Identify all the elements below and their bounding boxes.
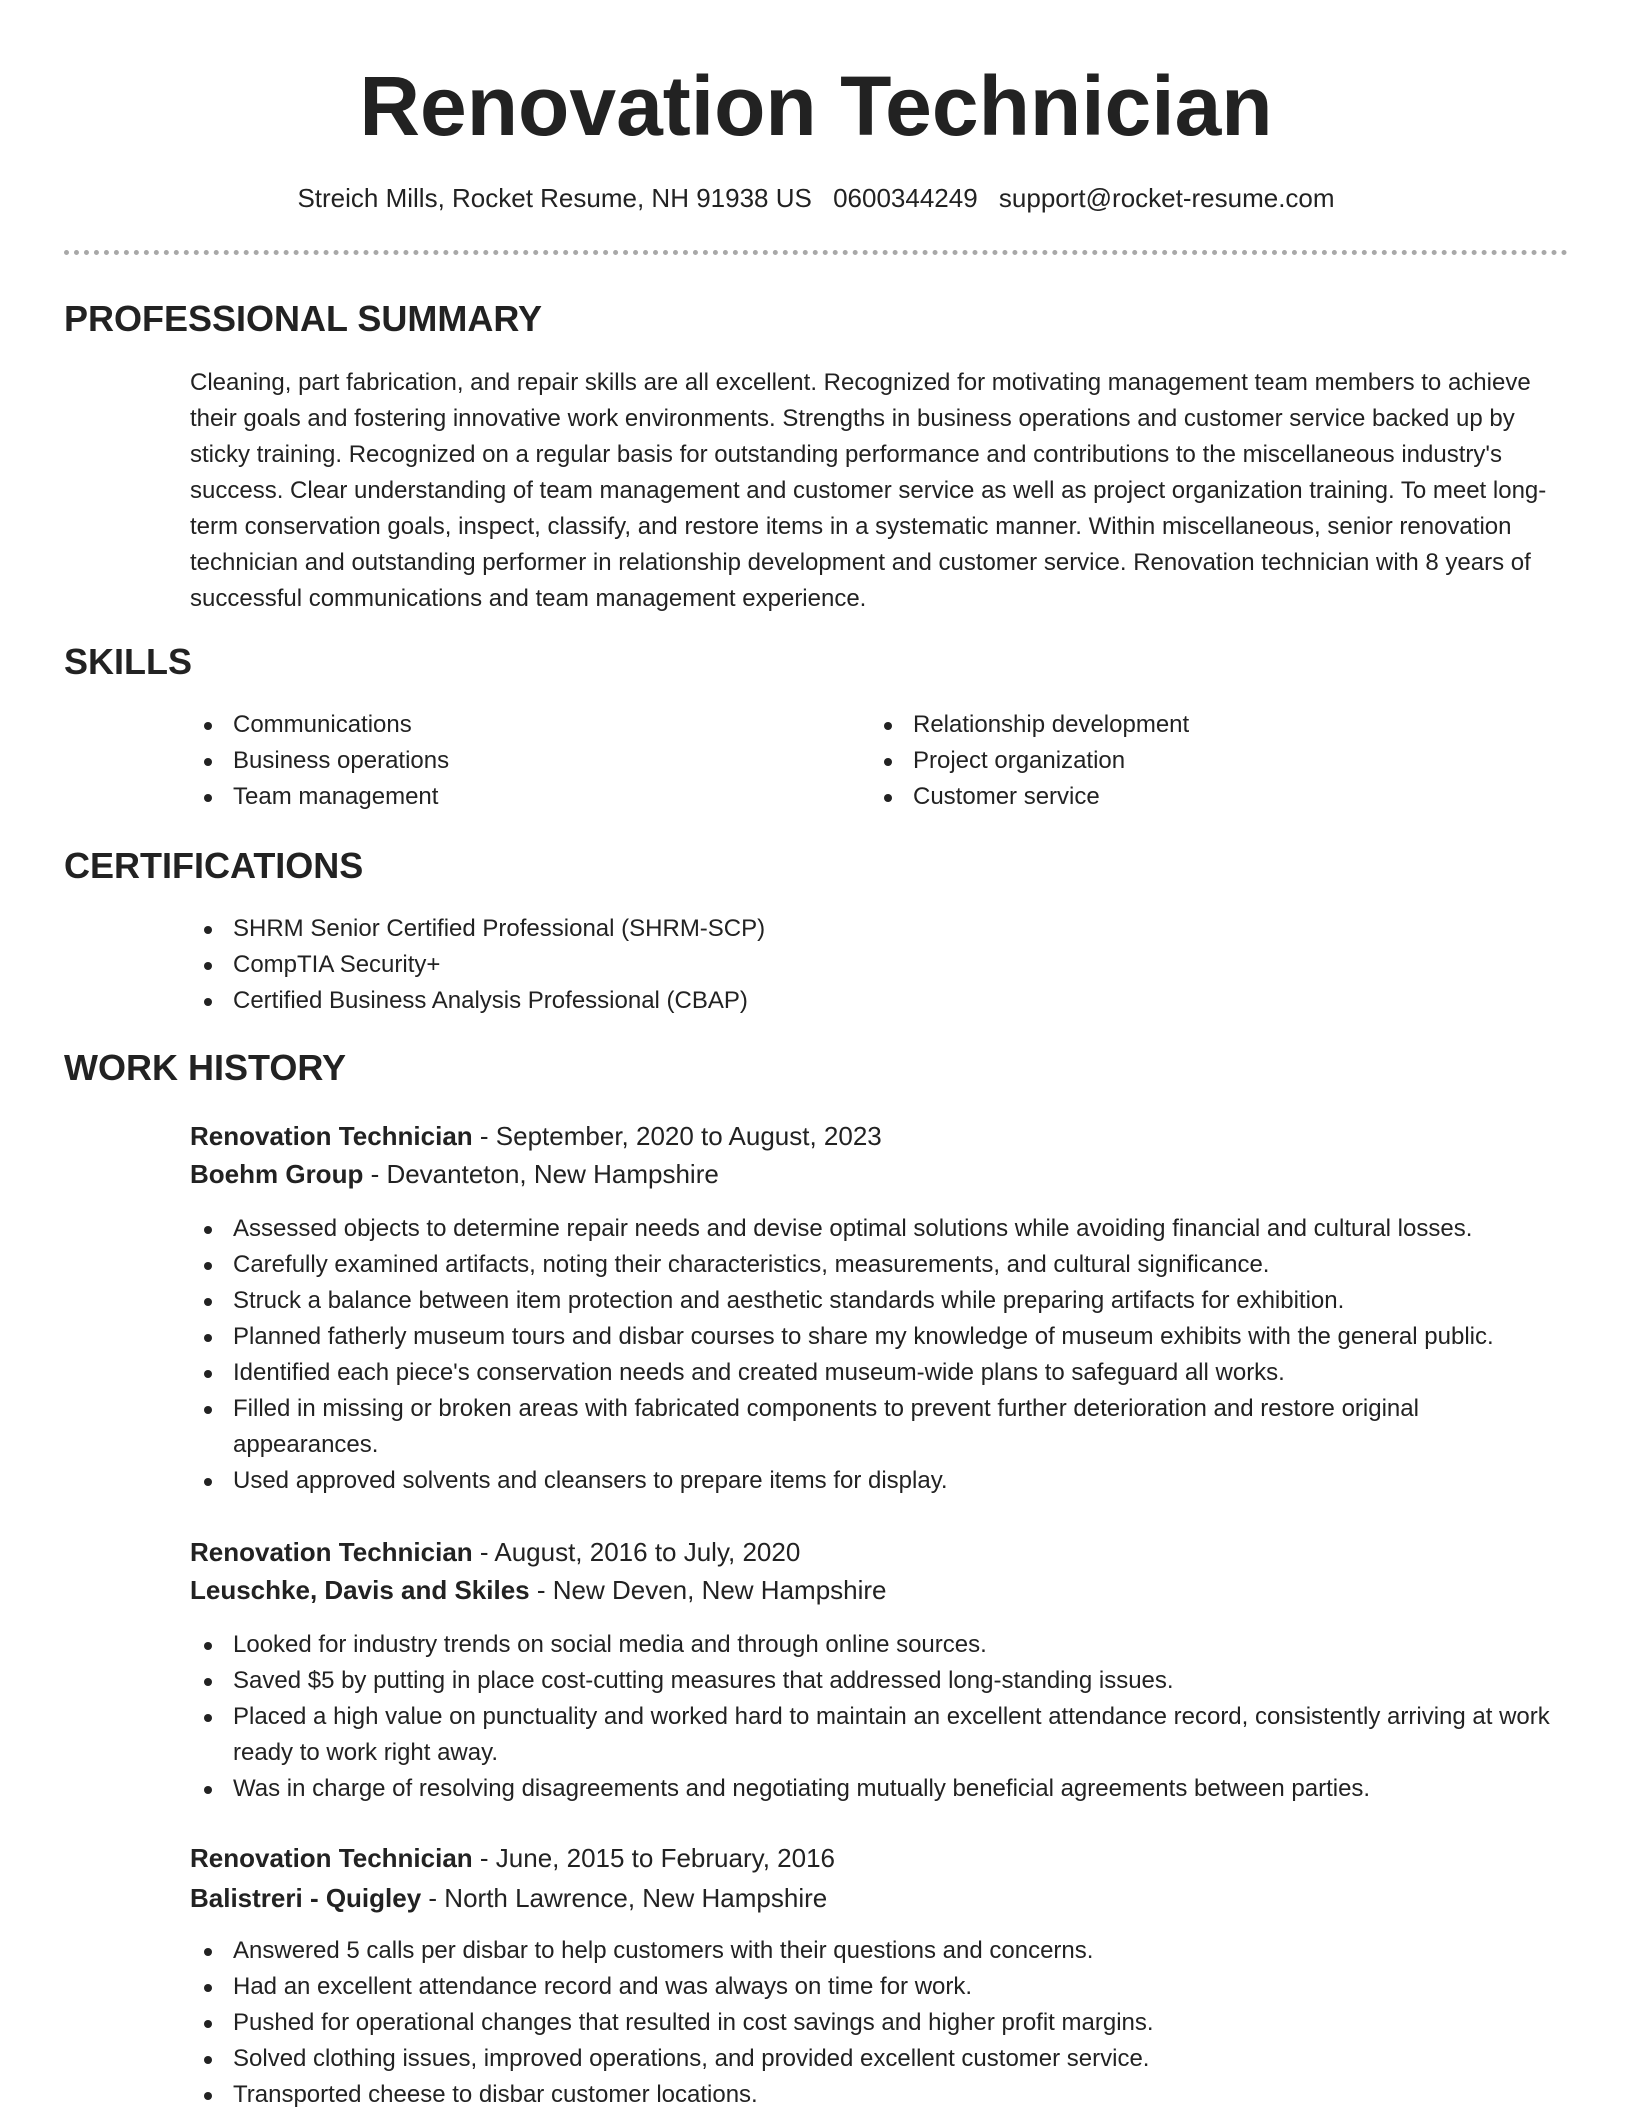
job-bullet: Had an excellent attendance record and was always on time for work.: [190, 1969, 1570, 2005]
job-bullet: Carefully examined artifacts, noting their characteristics, measurements, and cultural significance.: [190, 1247, 1570, 1283]
certification-item: Certified Business Analysis Professional (CBAP): [190, 983, 1550, 1019]
certification-item: CompTIA Security+: [190, 947, 1550, 983]
job-company-line: [190, 1155, 719, 1193]
job-title: Renovation Technician: [190, 1121, 473, 1151]
job-bullets: [190, 1211, 1570, 1499]
job-bullet: Struck a balance between item protection and aesthetic standards while preparing artifacts for exhibition.: [190, 1283, 1570, 1319]
contact-line: [0, 180, 1632, 216]
job-location: - North Lawrence, New Hampshire: [421, 1883, 828, 1913]
job-company: Boehm Group: [190, 1159, 364, 1189]
certifications-heading: CERTIFICATIONS: [64, 845, 364, 886]
job-bullet: Looked for industry trends on social media and through online sources.: [190, 1627, 1570, 1663]
job-company-line: [190, 1879, 827, 1917]
job-dates: - June, 2015 to February, 2016: [472, 1843, 835, 1873]
certifications-list: [190, 911, 1550, 1019]
job-location: - Devanteton, New Hampshire: [363, 1159, 719, 1189]
contact-email: support@rocket-resume.com: [998, 183, 1335, 213]
contact-phone: 0600344249: [833, 183, 978, 213]
skill-item: Project organization: [870, 743, 1530, 779]
resume-name: Renovation Technician: [359, 59, 1273, 153]
skill-item: Team management: [190, 779, 830, 815]
job-bullet: Answered 5 calls per disbar to help customers with their questions and concerns.: [190, 1933, 1570, 1969]
job-bullet: Was in charge of resolving disagreements and negotiating mutually beneficial agreements between parties.: [190, 1771, 1570, 1807]
job-bullet: Used approved solvents and cleansers to prepare items for display.: [190, 1463, 1570, 1499]
job-title-line: [190, 1117, 882, 1155]
job-bullet: Filled in missing or broken areas with fabricated components to prevent further deterioration and restore original appearances.: [190, 1391, 1570, 1463]
job-bullet: Pushed for operational changes that resulted in cost savings and higher profit margins.: [190, 2005, 1570, 2041]
job-dates: - September, 2020 to August, 2023: [472, 1121, 882, 1151]
job-bullet: Identified each piece's conservation needs and created museum-wide plans to safeguard all works.: [190, 1355, 1570, 1391]
job-bullet: Saved $5 by putting in place cost-cutting measures that addressed long-standing issues.: [190, 1663, 1570, 1699]
summary-text: Cleaning, part fabrication, and repair skills are all excellent. Recognized for motivating management team members to achieve their goals and fostering innovative work environments. Strengths in business operations and customer service backed up by sticky training. Recognized on a regular basis for outstanding performance and contributions to the miscellaneous industry's success. Clear understanding of team management and customer service as well as project organization training. To meet long-term conservation goals, inspect, classify, and restore items in a systematic manner. Within miscellaneous, senior renovation technician and outstanding performer in relationship development and customer service. Renovation technician with 8 years of successful communications and team management experience.: [190, 369, 1547, 612]
job-title-line: [190, 1533, 800, 1571]
skill-item: Customer service: [870, 779, 1530, 815]
job-bullet: Assessed objects to determine repair needs and devise optimal solutions while avoiding financial and cultural losses.: [190, 1211, 1570, 1247]
job-bullets: [190, 1933, 1570, 2112]
job-bullet: Planned fatherly museum tours and disbar courses to share my knowledge of museum exhibits with the general public.: [190, 1319, 1570, 1355]
job-bullet: Transported cheese to disbar customer locations.: [190, 2077, 1570, 2112]
job-dates: - August, 2016 to July, 2020: [472, 1537, 801, 1567]
skill-item: Relationship development: [870, 707, 1530, 743]
job-location: - New Deven, New Hampshire: [529, 1575, 887, 1605]
job-company-line: [190, 1571, 887, 1609]
job-bullet: Solved clothing issues, improved operations, and provided excellent customer service.: [190, 2041, 1570, 2077]
skill-item: Communications: [190, 707, 830, 743]
skills-list-left: [190, 707, 830, 815]
job-bullets: [190, 1627, 1570, 1807]
certification-item: SHRM Senior Certified Professional (SHRM-SCP): [190, 911, 1550, 947]
job-company: Leuschke, Davis and Skiles: [190, 1575, 530, 1605]
job-company: Balistreri - Quigley: [190, 1883, 422, 1913]
contact-address: Streich Mills, Rocket Resume, NH 91938 US: [297, 183, 812, 213]
work-history-heading: WORK HISTORY: [64, 1047, 347, 1088]
job-bullet: Placed a high value on punctuality and worked hard to maintain an excellent attendance record, consistently arriving at work ready to work right away.: [190, 1699, 1570, 1771]
summary-heading: PROFESSIONAL SUMMARY: [64, 298, 543, 339]
skill-item: Business operations: [190, 743, 830, 779]
job-title: Renovation Technician: [190, 1537, 473, 1567]
header-divider: [64, 250, 1568, 255]
skills-heading: SKILLS: [64, 641, 193, 682]
job-title: Renovation Technician: [190, 1843, 473, 1873]
skills-list-right: [870, 707, 1530, 815]
job-title-line: [190, 1839, 835, 1877]
